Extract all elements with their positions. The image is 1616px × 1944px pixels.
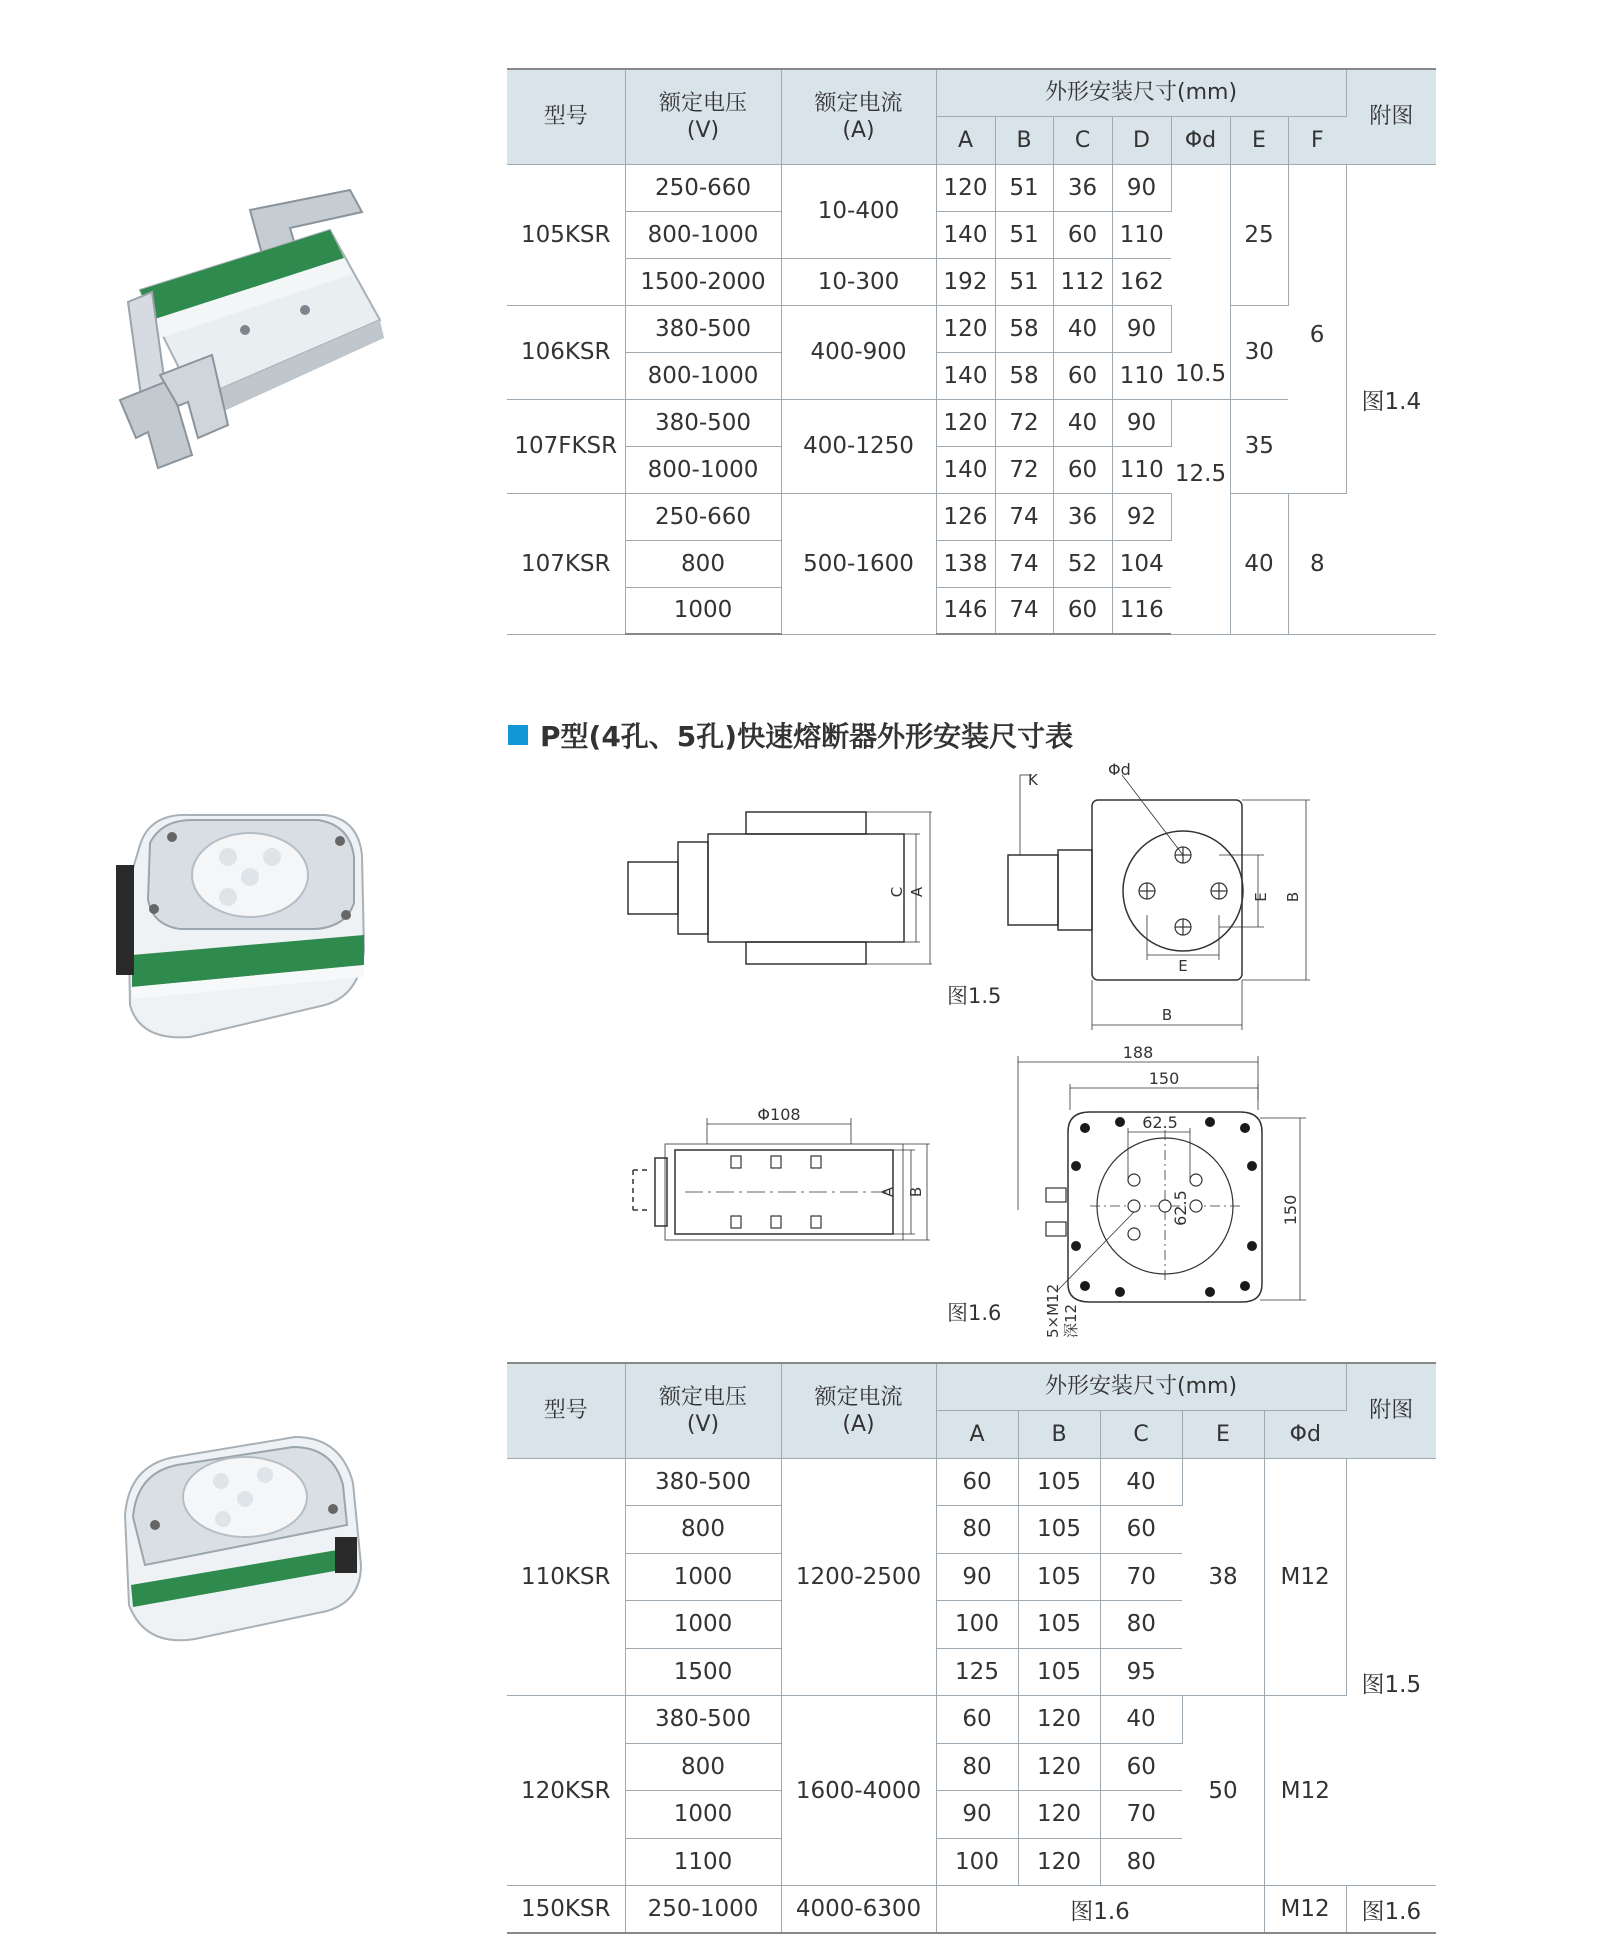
drawing-fig15-side: [620, 800, 950, 985]
dim-label-b2: B: [907, 1186, 925, 1198]
figure-label-1-6: 图1.6: [947, 1301, 1002, 1325]
model-cell: 106KSR: [507, 305, 625, 399]
header-dims-group: 外形安装尺寸(mm): [936, 69, 1346, 116]
model-cell: 105KSR: [507, 164, 625, 305]
current-cell: 1200-2500: [781, 1458, 936, 1696]
dim-c-cell: 112: [1053, 258, 1112, 305]
dim-b-cell: 51: [995, 211, 1053, 258]
dim-a-cell: 140: [936, 352, 995, 399]
e-cell: 25: [1230, 164, 1288, 305]
dim-d-cell: 116: [1112, 587, 1171, 634]
voltage-cell: 380-500: [625, 399, 781, 446]
dim-d-cell: 110: [1112, 446, 1171, 493]
dim-b-cell: 51: [995, 258, 1053, 305]
voltage-cell: 1100: [625, 1838, 781, 1886]
phid-cell: M12: [1264, 1886, 1346, 1934]
dim-label-b-h: B: [1161, 1006, 1173, 1024]
drawing-fig15-top: [1000, 755, 1320, 1030]
current-cell: 1600-4000: [781, 1696, 936, 1886]
dim-label-a: A: [908, 886, 926, 898]
header-col-phid: Φd: [1264, 1410, 1346, 1458]
header-col-e: E: [1230, 116, 1288, 164]
model-cell: 120KSR: [507, 1696, 625, 1886]
dim-b-cell: 58: [995, 305, 1053, 352]
voltage-cell: 1000: [625, 587, 781, 634]
header-col-e: E: [1182, 1410, 1264, 1458]
dim-b-cell: 105: [1018, 1506, 1100, 1554]
dim-b-cell: 74: [995, 493, 1053, 540]
dim-d-cell: 90: [1112, 164, 1171, 211]
f-cell: 6: [1288, 164, 1346, 493]
current-cell: 4000-6300: [781, 1886, 936, 1934]
dim-label-62-5-h: 62.5: [1142, 1113, 1178, 1132]
voltage-cell: 1000: [625, 1791, 781, 1839]
e-cell: 30: [1230, 305, 1288, 399]
table-row: [507, 1696, 1436, 1744]
table-row: [507, 164, 1436, 211]
voltage-cell: 800: [625, 1506, 781, 1554]
dim-b-cell: 120: [1018, 1743, 1100, 1791]
dim-c-cell: 60: [1053, 352, 1112, 399]
dim-c-cell: 80: [1100, 1601, 1182, 1649]
current-cell: 10-400: [781, 164, 936, 258]
dim-b-cell: 74: [995, 587, 1053, 634]
dim-c-cell: 52: [1053, 540, 1112, 587]
dim-b-cell: 120: [1018, 1791, 1100, 1839]
dim-a-cell: 140: [936, 211, 995, 258]
dim-c-cell: 36: [1053, 164, 1112, 211]
header-col-a: A: [936, 116, 995, 164]
voltage-cell: 800-1000: [625, 211, 781, 258]
model-cell: 107FKSR: [507, 399, 625, 493]
voltage-cell: 1000: [625, 1553, 781, 1601]
voltage-cell: 380-500: [625, 1458, 781, 1506]
voltage-cell: 800: [625, 540, 781, 587]
dim-a-cell: 100: [936, 1838, 1018, 1886]
header-col-c: C: [1053, 116, 1112, 164]
dim-a-cell: 138: [936, 540, 995, 587]
current-cell: 10-300: [781, 258, 936, 305]
figure-cell: 图1.4: [1346, 164, 1436, 634]
dim-d-cell: 162: [1112, 258, 1171, 305]
dim-label-depth: 深12: [1062, 1303, 1080, 1338]
phid-cell: M12: [1264, 1458, 1346, 1696]
header-model: 型号: [507, 1363, 625, 1458]
dim-a-cell: 126: [936, 493, 995, 540]
voltage-cell: 250-660: [625, 493, 781, 540]
model-cell: 150KSR: [507, 1886, 625, 1934]
dim-d-cell: 90: [1112, 305, 1171, 352]
header-col-b: B: [1018, 1410, 1100, 1458]
dim-b-cell: 105: [1018, 1553, 1100, 1601]
header-col-phid: Φd: [1171, 116, 1230, 164]
dim-a-cell: 80: [936, 1743, 1018, 1791]
header-figure: 附图: [1346, 69, 1436, 164]
dim-label-150-top: 150: [1148, 1069, 1180, 1088]
dim-label-b-v: B: [1284, 891, 1302, 903]
dim-b-cell: 72: [995, 399, 1053, 446]
dim-a-cell: 120: [936, 399, 995, 446]
phid-cell: 10.5: [1171, 164, 1230, 399]
section-bullet-icon: [508, 725, 528, 745]
dim-label-phid: Φd: [1108, 760, 1131, 779]
dim-a-cell: 90: [936, 1553, 1018, 1601]
dim-label-150-side: 150: [1281, 1194, 1300, 1226]
dim-c-cell: 60: [1053, 587, 1112, 634]
dim-c-cell: 60: [1053, 446, 1112, 493]
current-cell: 500-1600: [781, 493, 936, 634]
dim-a-cell: 90: [936, 1791, 1018, 1839]
header-figure: 附图: [1346, 1363, 1436, 1458]
spec-table-110-150: [507, 1362, 1436, 1934]
dim-a-cell: 192: [936, 258, 995, 305]
dim-c-cell: 70: [1100, 1553, 1182, 1601]
dim-c-cell: 40: [1100, 1458, 1182, 1506]
header-voltage: 额定电压 (V): [625, 1363, 781, 1458]
dim-a-cell: 60: [936, 1458, 1018, 1506]
product-photo-105ksr: [100, 170, 390, 470]
drawing-fig16-side: [625, 1100, 935, 1265]
dim-label-62-5-v: 62.5: [1171, 1190, 1190, 1226]
figure-cell: 图1.6: [1346, 1886, 1436, 1934]
dim-c-cell: 40: [1100, 1696, 1182, 1744]
dim-b-cell: 51: [995, 164, 1053, 211]
dim-label-a2: A: [879, 1186, 897, 1198]
dim-d-cell: 110: [1112, 352, 1171, 399]
dim-a-cell: 120: [936, 164, 995, 211]
spec-table-105-107: [507, 68, 1436, 635]
phid-cell: M12: [1264, 1696, 1346, 1886]
dim-d-cell: 92: [1112, 493, 1171, 540]
header-col-c: C: [1100, 1410, 1182, 1458]
figure-cell: 图1.5: [1346, 1458, 1436, 1886]
model-cell: 110KSR: [507, 1458, 625, 1696]
dim-label-thread: 5×M12: [1044, 1283, 1062, 1338]
product-photo-p-type-angled: [105, 1425, 375, 1655]
dim-c-cell: 36: [1053, 493, 1112, 540]
dim-a-cell: 140: [936, 446, 995, 493]
terminal-block: [628, 862, 678, 914]
table-row: [507, 1458, 1436, 1506]
e-cell: 35: [1230, 399, 1288, 493]
dim-c-cell: 95: [1100, 1648, 1182, 1696]
voltage-cell: 1000: [625, 1601, 781, 1649]
dim-b-cell: 105: [1018, 1458, 1100, 1506]
header-voltage: 额定电压 (V): [625, 69, 781, 164]
current-cell: 400-900: [781, 305, 936, 399]
dim-label-k: K: [1028, 771, 1038, 789]
table-row: [507, 1886, 1436, 1934]
header-col-a: A: [936, 1410, 1018, 1458]
dim-b-cell: 105: [1018, 1601, 1100, 1649]
header-dims-group: 外形安装尺寸(mm): [936, 1363, 1346, 1410]
dim-a-cell: 120: [936, 305, 995, 352]
header-col-d: D: [1112, 116, 1171, 164]
dim-b-cell: 120: [1018, 1696, 1100, 1744]
header-current: 额定电流 (A): [781, 1363, 936, 1458]
dim-c-cell: 60: [1053, 211, 1112, 258]
voltage-cell: 250-660: [625, 164, 781, 211]
dim-a-cell: 100: [936, 1601, 1018, 1649]
section-title: P型(4孔、5孔)快速熔断器外形安装尺寸表: [508, 716, 1073, 754]
dim-c-cell: 70: [1100, 1791, 1182, 1839]
dim-a-cell: 125: [936, 1648, 1018, 1696]
voltage-cell: 800-1000: [625, 352, 781, 399]
drawing-fig16-top: [1010, 1040, 1310, 1340]
voltage-cell: 380-500: [625, 305, 781, 352]
dim-a-cell: 60: [936, 1696, 1018, 1744]
voltage-cell: 250-1000: [625, 1886, 781, 1934]
voltage-cell: 800: [625, 1743, 781, 1791]
dim-b-cell: 120: [1018, 1838, 1100, 1886]
dim-a-cell: 146: [936, 587, 995, 634]
current-cell: 400-1250: [781, 399, 936, 493]
dim-label-e-h: E: [1178, 957, 1188, 975]
dim-label-e-v: E: [1252, 892, 1270, 902]
voltage-cell: 380-500: [625, 1696, 781, 1744]
dim-b-cell: 74: [995, 540, 1053, 587]
header-col-f: F: [1288, 116, 1346, 164]
dim-d-cell: 90: [1112, 399, 1171, 446]
dim-b-cell: 58: [995, 352, 1053, 399]
table-row: [507, 493, 1436, 540]
dim-a-cell: 80: [936, 1506, 1018, 1554]
dim-label-188: 188: [1122, 1043, 1154, 1062]
e-cell: 40: [1230, 493, 1288, 634]
dim-b-cell: 72: [995, 446, 1053, 493]
header-current: 额定电流 (A): [781, 69, 936, 164]
phid-cell: 12.5: [1171, 399, 1230, 634]
f-cell: 8: [1288, 493, 1346, 634]
header-col-b: B: [995, 116, 1053, 164]
e-cell: 38: [1182, 1458, 1264, 1696]
product-photo-p-type-front: [110, 805, 380, 1055]
dim-b-cell: 105: [1018, 1648, 1100, 1696]
figure-label-1-5: 图1.5: [947, 984, 1002, 1008]
model-cell: 107KSR: [507, 493, 625, 634]
voltage-cell: 1500-2000: [625, 258, 781, 305]
voltage-cell: 800-1000: [625, 446, 781, 493]
dim-c-cell: 40: [1053, 305, 1112, 352]
dim-d-cell: 104: [1112, 540, 1171, 587]
dim-c-cell: 80: [1100, 1838, 1182, 1886]
dim-c-cell: 60: [1100, 1743, 1182, 1791]
voltage-cell: 1500: [625, 1648, 781, 1696]
dim-c-cell: 60: [1100, 1506, 1182, 1554]
e-cell: 50: [1182, 1696, 1264, 1886]
dims-figure-cell: 图1.6: [936, 1886, 1264, 1934]
dim-label-c: C: [888, 886, 906, 898]
dim-c-cell: 40: [1053, 399, 1112, 446]
header-model: 型号: [507, 69, 625, 164]
dim-label-phi108: Φ108: [757, 1105, 801, 1124]
dim-d-cell: 110: [1112, 211, 1171, 258]
